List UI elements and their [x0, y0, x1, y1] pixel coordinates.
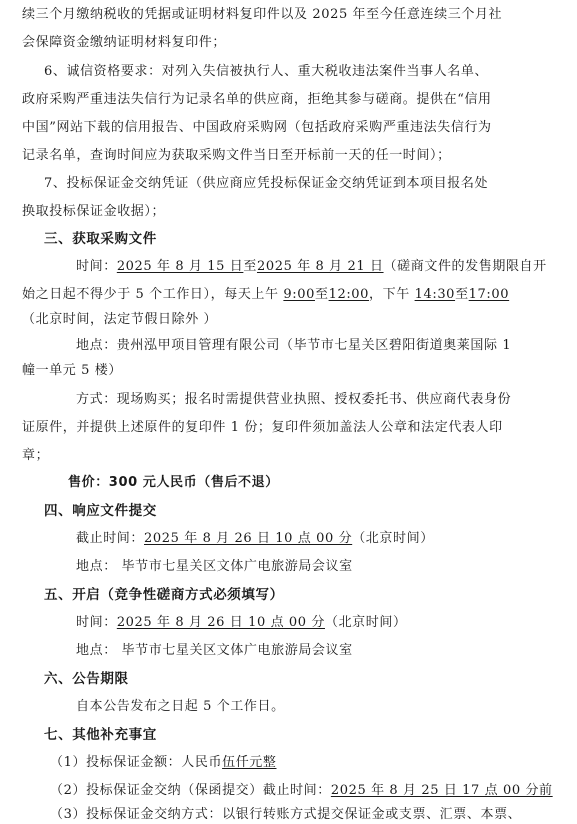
paragraph-line: 换取投标保证金收据）；	[22, 204, 166, 219]
section-heading: 四、响应文件提交	[44, 503, 157, 519]
amount: 伍仟元整	[222, 755, 277, 770]
section-heading: 三、获取采购文件	[44, 231, 157, 247]
paragraph-line: 自本公告发布之日起 5 个工作日。	[76, 699, 285, 714]
text: 至	[455, 287, 469, 302]
label: 截止时间：	[76, 531, 145, 546]
list-item	[50, 782, 553, 800]
submission-place-line: 地点： 毕节市七星关区文体广电旅游局会议室	[76, 559, 353, 574]
paragraph-line: 章；	[22, 448, 50, 463]
section-heading: 五、开启（竞争性磋商方式必须填写）	[44, 587, 284, 603]
paragraph-line: 幢一单元 5 楼）	[22, 363, 122, 378]
price-line: 售价：300 元人民币（售后不退）	[68, 475, 279, 490]
paragraph-line: （北京时间，法定节假日除外 ）	[22, 312, 218, 327]
am-end: 12:00	[328, 287, 370, 302]
pm-start: 14:30	[414, 287, 456, 302]
text: （北京时间）	[352, 531, 434, 546]
paragraph-line: 会保障资金缴纳证明材料复印件；	[22, 35, 227, 50]
label: 时间：	[76, 259, 117, 274]
list-item: （3）投标保证金交纳方式：以银行转账方式提交保证金或支票、汇票、本票、	[50, 807, 522, 822]
list-item	[50, 754, 276, 772]
paragraph-line: 政府采购严重违法失信行为记录名单的供应商，拒绝其参与磋商。提供在“信用	[22, 92, 492, 107]
paragraph-line: 记录名单，查询时间应为获取采购文件当日至开标前一天的任一时间）；	[22, 148, 451, 163]
deadline: 2025 年 8 月 26 日 10 点 00 分	[144, 531, 353, 546]
text: ，下午	[369, 287, 415, 302]
paragraph-line: 证原件，并提供上述原件的复印件 1 份；复印件须加盖法人公章和法定代表人印	[22, 420, 503, 435]
paragraph-line: 续三个月缴纳税收的凭据或证明材料复印件以及 2025 年至今任意连续三个月社	[22, 7, 503, 22]
date-start: 2025 年 8 月 15 日	[116, 259, 244, 274]
pm-end: 17:00	[468, 287, 510, 302]
submission-deadline-line	[76, 530, 434, 548]
text: 始之日起不得少于 5 个工作日），每天上午	[22, 287, 284, 302]
deadline: 2025 年 8 月 25 日 17 点 00 分前	[330, 783, 553, 798]
date-end: 2025 年 8 月 21 日	[256, 259, 384, 274]
purchase-method-line: 方式：现场购买；报名时需提供营业执照、授权委托书、供应商代表身份	[76, 392, 512, 407]
purchase-place-line: 地点：贵州泓甲项目管理有限公司（毕节市七星关区碧阳街道奥莱国际 1	[76, 338, 512, 353]
opening-place-line: 地点： 毕节市七星关区文体广电旅游局会议室	[76, 643, 353, 658]
text: （磋商文件的发售期限自开	[383, 259, 547, 274]
section-heading: 六、公告期限	[44, 671, 129, 687]
section-heading: 七、其他补充事宜	[44, 727, 157, 743]
purchase-time-line	[76, 258, 547, 276]
text: （2）投标保证金交纳（保函提交）截止时间：	[50, 783, 331, 798]
label: 时间：	[76, 615, 117, 630]
am-start: 9:00	[283, 287, 315, 302]
opening-time-line	[76, 614, 407, 632]
text: （北京时间）	[324, 615, 407, 630]
paragraph-line: 7、投标保证金交纳凭证（供应商应凭投标保证金交纳凭证到本项目报名处	[44, 176, 489, 191]
text: （1）投标保证金额：人民币	[50, 755, 223, 770]
text: 至	[243, 259, 257, 274]
text: 至	[314, 287, 329, 302]
opening-time: 2025 年 8 月 26 日 10 点 00 分	[116, 615, 325, 630]
paragraph-line: 中国”网站下载的信用报告、中国政府采购网（包括政府采购严重违法失信行为	[22, 120, 492, 135]
paragraph-line: 6、诚信资格要求：对列入失信被执行人、重大税收违法案件当事人名单、	[44, 64, 489, 79]
purchase-time-line-2	[22, 286, 509, 304]
